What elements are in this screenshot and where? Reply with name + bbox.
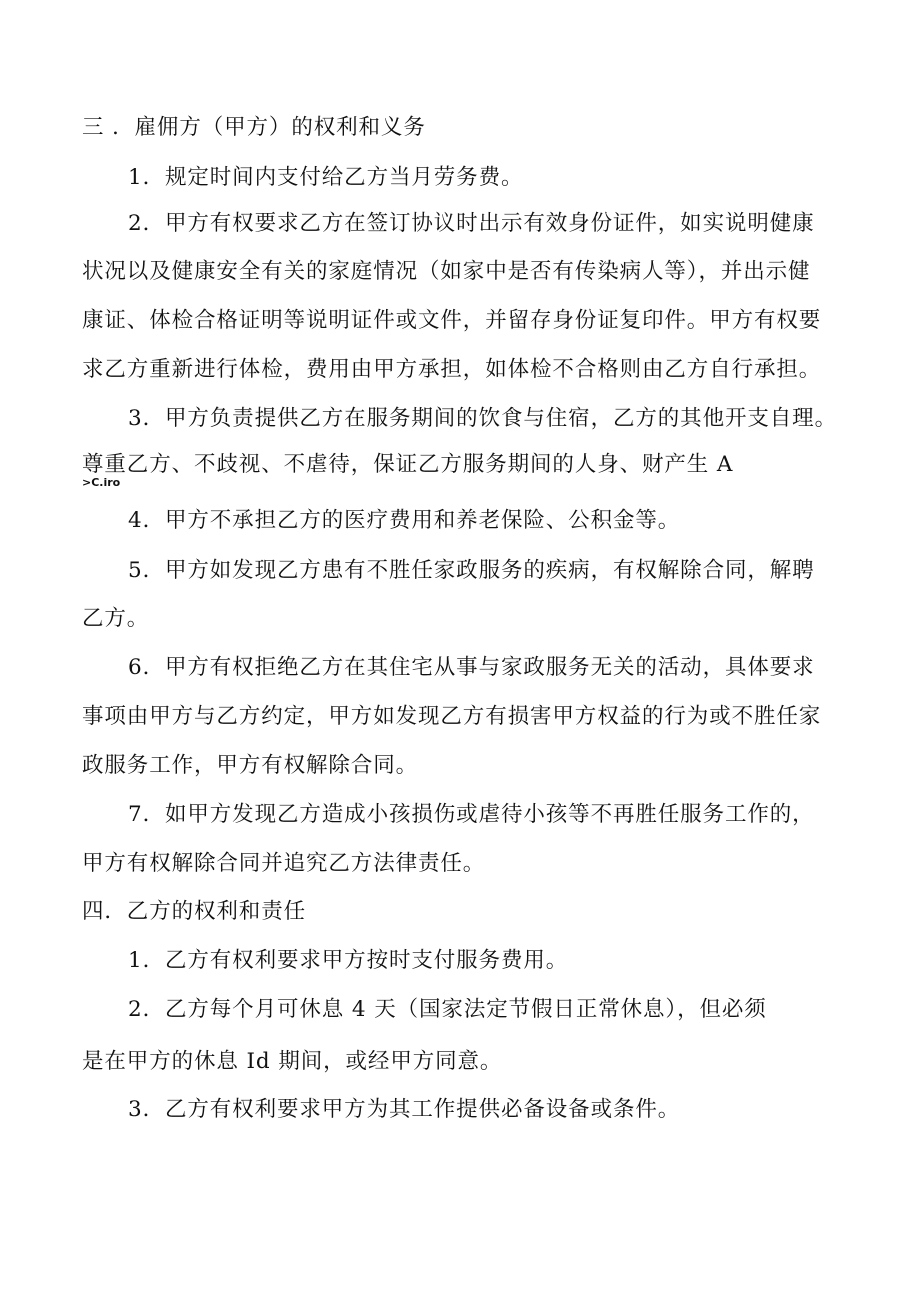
section-heading-employee-rights: 四．乙方的权利和责任 — [82, 899, 307, 924]
clause-5-line-2: 乙方。 — [82, 606, 150, 631]
section-heading-employer-rights: 三 ．雇佣方（甲方）的权利和义务 — [82, 115, 426, 140]
clause-7-line-1: 7．如甲方发现乙方造成小孩损伤或虐待小孩等不再胜任服务工作的， — [128, 802, 815, 827]
clause-2-line-2: 状况以及健康安全有关的家庭情况（如家中是否有传染病人等），并出示健 — [82, 259, 811, 284]
employee-clause-3: 3．乙方有权利要求甲方为其工作提供必备设备或条件。 — [128, 1097, 681, 1122]
clause-2-line-1: 2．甲方有权要求乙方在签订协议时出示有效身份证件，如实说明健康 — [128, 211, 815, 236]
clause-6-line-3: 政服务工作，甲方有权解除合同。 — [82, 753, 419, 778]
clause-3-line-2: 尊重乙方、不歧视、不虐待，保证乙方服务期间的人身、财产生 A — [82, 452, 734, 477]
clause-7-line-2: 甲方有权解除合同并追究乙方法律责任。 — [82, 851, 486, 876]
clause-2-line-3: 康证、体检合格证明等说明证件或文件，并留存身份证复印件。甲方有权要 — [82, 308, 822, 333]
clause-1-payment: 1．规定时间内支付给乙方当月劳务费。 — [128, 165, 524, 190]
clause-2-line-4: 求乙方重新进行体检，费用由甲方承担，如体检不合格则由乙方自行承担。 — [82, 357, 822, 382]
clause-6-line-2: 事项由甲方与乙方约定，甲方如发现乙方有损害甲方权益的行为或不胜任家 — [82, 704, 822, 729]
garbled-fragment: >C.iro — [82, 476, 121, 489]
employee-clause-2-line-1: 2．乙方每个月可休息 4 天（国家法定节假日正常休息），但必须 — [128, 997, 767, 1022]
clause-6-line-1: 6．甲方有权拒绝乙方在其住宅从事与家政服务无关的活动，具体要求 — [128, 655, 815, 680]
employee-clause-2-line-2: 是在甲方的休息 Id 期间，或经甲方同意。 — [82, 1049, 503, 1074]
clause-4-insurance: 4．甲方不承担乙方的医疗费用和养老保险、公积金等。 — [128, 508, 681, 533]
employee-clause-1: 1．乙方有权利要求甲方按时支付服务费用。 — [128, 948, 569, 973]
clause-3-line-1: 3．甲方负责提供乙方在服务期间的饮食与住宿，乙方的其他开支自理。 — [128, 406, 837, 431]
clause-5-line-1: 5．甲方如发现乙方患有不胜任家政服务的疾病，有权解除合同，解聘 — [128, 558, 815, 583]
